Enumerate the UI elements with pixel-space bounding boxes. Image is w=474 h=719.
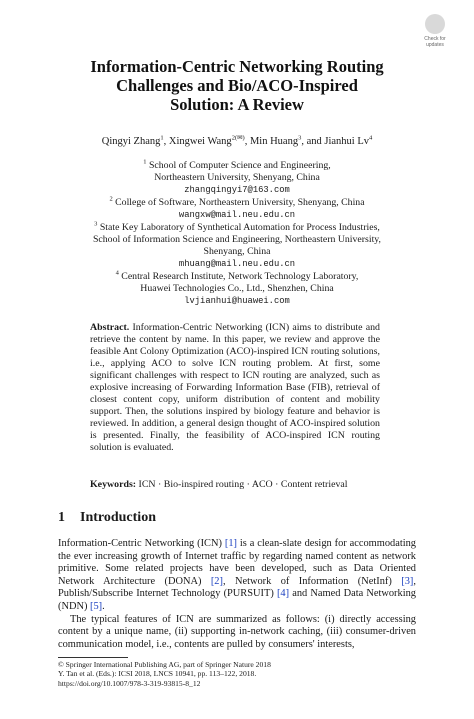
affil-line: School of Computer Science and Engineering,: [148, 160, 331, 171]
citation-link[interactable]: [5]: [90, 600, 103, 612]
affiliation-4: [0, 271, 474, 307]
affil-mark: 1: [143, 158, 147, 166]
citation-link[interactable]: [4]: [276, 588, 290, 600]
affiliation-1: [0, 160, 474, 196]
author-name: Min Huang: [249, 136, 299, 147]
footer-line: Y. Tan et al. (Eds.): ICSI 2018, LNCS 10941, pp. 113–122, 2018.: [58, 669, 257, 679]
doi-link[interactable]: https://doi.org/10.1007/978-3-319-93815-8_12: [58, 678, 201, 688]
author-name: Qingyi Zhang: [101, 136, 161, 147]
keywords-text: ICN · Bio-inspired routing · ACO · Content retrieval: [138, 479, 348, 490]
author-name: and Jianhui Lv: [306, 136, 369, 147]
paragraph-text: and Named Data Networking (NDN): [58, 588, 416, 612]
affil-email[interactable]: mhuang@mail.neu.edu.cn: [178, 259, 296, 269]
affil-line: College of Software, Northeastern University, Shenyang, China: [115, 197, 365, 208]
keywords-label: Keywords:: [90, 479, 137, 490]
title-line: Information-Centric Networking Routing: [90, 57, 384, 76]
author-list: Qingyi Zhang$^1$, Xingwei Wang$^{2(✉)}$, Min Huang$^3$, and Jianhui Lv$^4$: [101, 134, 373, 147]
affil-mark: 3: [94, 220, 98, 228]
abstract-label: Abstract.: [90, 322, 130, 333]
paragraph: [58, 538, 416, 614]
affil-line: Central Research Institute, Network Technology Laboratory,: [121, 271, 359, 282]
paper-title: [0, 57, 474, 114]
body-text: [58, 538, 416, 651]
section-heading: [58, 510, 418, 526]
affil-line: State Key Laboratory of Synthetical Automation for Process Industries,: [99, 222, 380, 233]
citation-link[interactable]: [3]: [401, 575, 414, 587]
affil-mark: 4: [115, 269, 119, 277]
copyright-footer: [58, 660, 416, 688]
check-for-updates-icon: [425, 14, 445, 34]
title-line: Solution: A Review: [170, 95, 304, 114]
author-affil-mark: 2(✉): [231, 134, 245, 142]
paragraph-text: , Publish/Subscribe Internet Technology (PURSUIT): [58, 575, 416, 600]
affil-line: Northeastern University, Shenyang, China: [154, 172, 320, 183]
footer-line: © Springer International Publishing AG, part of Springer Nature 2018: [58, 660, 271, 669]
footnote-rule: [58, 657, 128, 658]
author-affil-mark: 4: [369, 134, 373, 142]
affiliation-2: [0, 197, 474, 221]
author-name: Xingwei Wang: [168, 136, 232, 147]
abstract: [90, 322, 380, 454]
paragraph-text: Information-Centric Networking (ICN): [58, 538, 225, 549]
badge-label: Check for updates: [424, 36, 446, 48]
abstract-text: Information-Centric Networking (ICN) aims to distribute and retrieve the content by name. In this paper, we review and approve the feasible Ant Colony Optimization (ACO)-inspired ICN routing solutions, i.e., applying ACO to solve ICN routing problem. At first, some significant challenges with respect to ICN routing are analyzed, such as explosive increasing of Forwarding Information Base (FIB), retrieval of closest content copy, uniform distribution of content and mobility support. Then, the solutions inspired by biology feature and behavior is reviewed. In addition, a general design thought of ACO-inspired solution is presented. Finally, the feasibility of ACO-inspired ICN routing solution is evaluated.: [90, 322, 380, 453]
affiliation-3: [0, 222, 474, 270]
keywords: [90, 479, 390, 491]
title-line: Challenges and Bio/ACO-Inspired: [116, 76, 358, 95]
author-affil-mark: 3: [298, 134, 302, 142]
paragraph-text: is a clean-slate design for accommodating the ever increasing growth of Internet traffic by regarding named content as network primitive. Some related projects have been developed, such as Data Oriented Network Architecture (DONA): [58, 538, 417, 587]
affil-email[interactable]: wangxw@mail.neu.edu.cn: [178, 210, 296, 220]
affil-line: School of Information Science and Engineering, Northeastern University,: [92, 234, 382, 245]
affil-email[interactable]: zhangqingyi7@163.com: [184, 185, 290, 195]
affil-email[interactable]: lvjianhui@huawei.com: [184, 296, 290, 306]
affil-mark: 2: [109, 195, 113, 203]
paragraph: The typical features of ICN are summarized as follows: (i) directly accessing content by a unique name, (ii) supporting in-network caching, (iii) consumer-driven communication model, i.e., contents are pulled by consumers' interests,: [58, 613, 416, 650]
check-for-updates-badge[interactable]: [418, 14, 452, 54]
affiliation-list: [0, 160, 474, 308]
author-affil-mark: 1: [160, 134, 164, 142]
affil-line: Shenyang, China: [203, 246, 271, 257]
citation-link[interactable]: [1]: [224, 538, 237, 549]
section-title: Introduction: [80, 510, 156, 525]
citation-link[interactable]: [2]: [210, 575, 223, 587]
paragraph-text: , Network of Information (NetInf): [222, 575, 402, 587]
paragraph-text: .: [102, 600, 105, 612]
affil-line: Huawei Technologies Co., Ltd., Shenzhen, China: [140, 283, 334, 294]
section-number: 1: [58, 510, 65, 525]
